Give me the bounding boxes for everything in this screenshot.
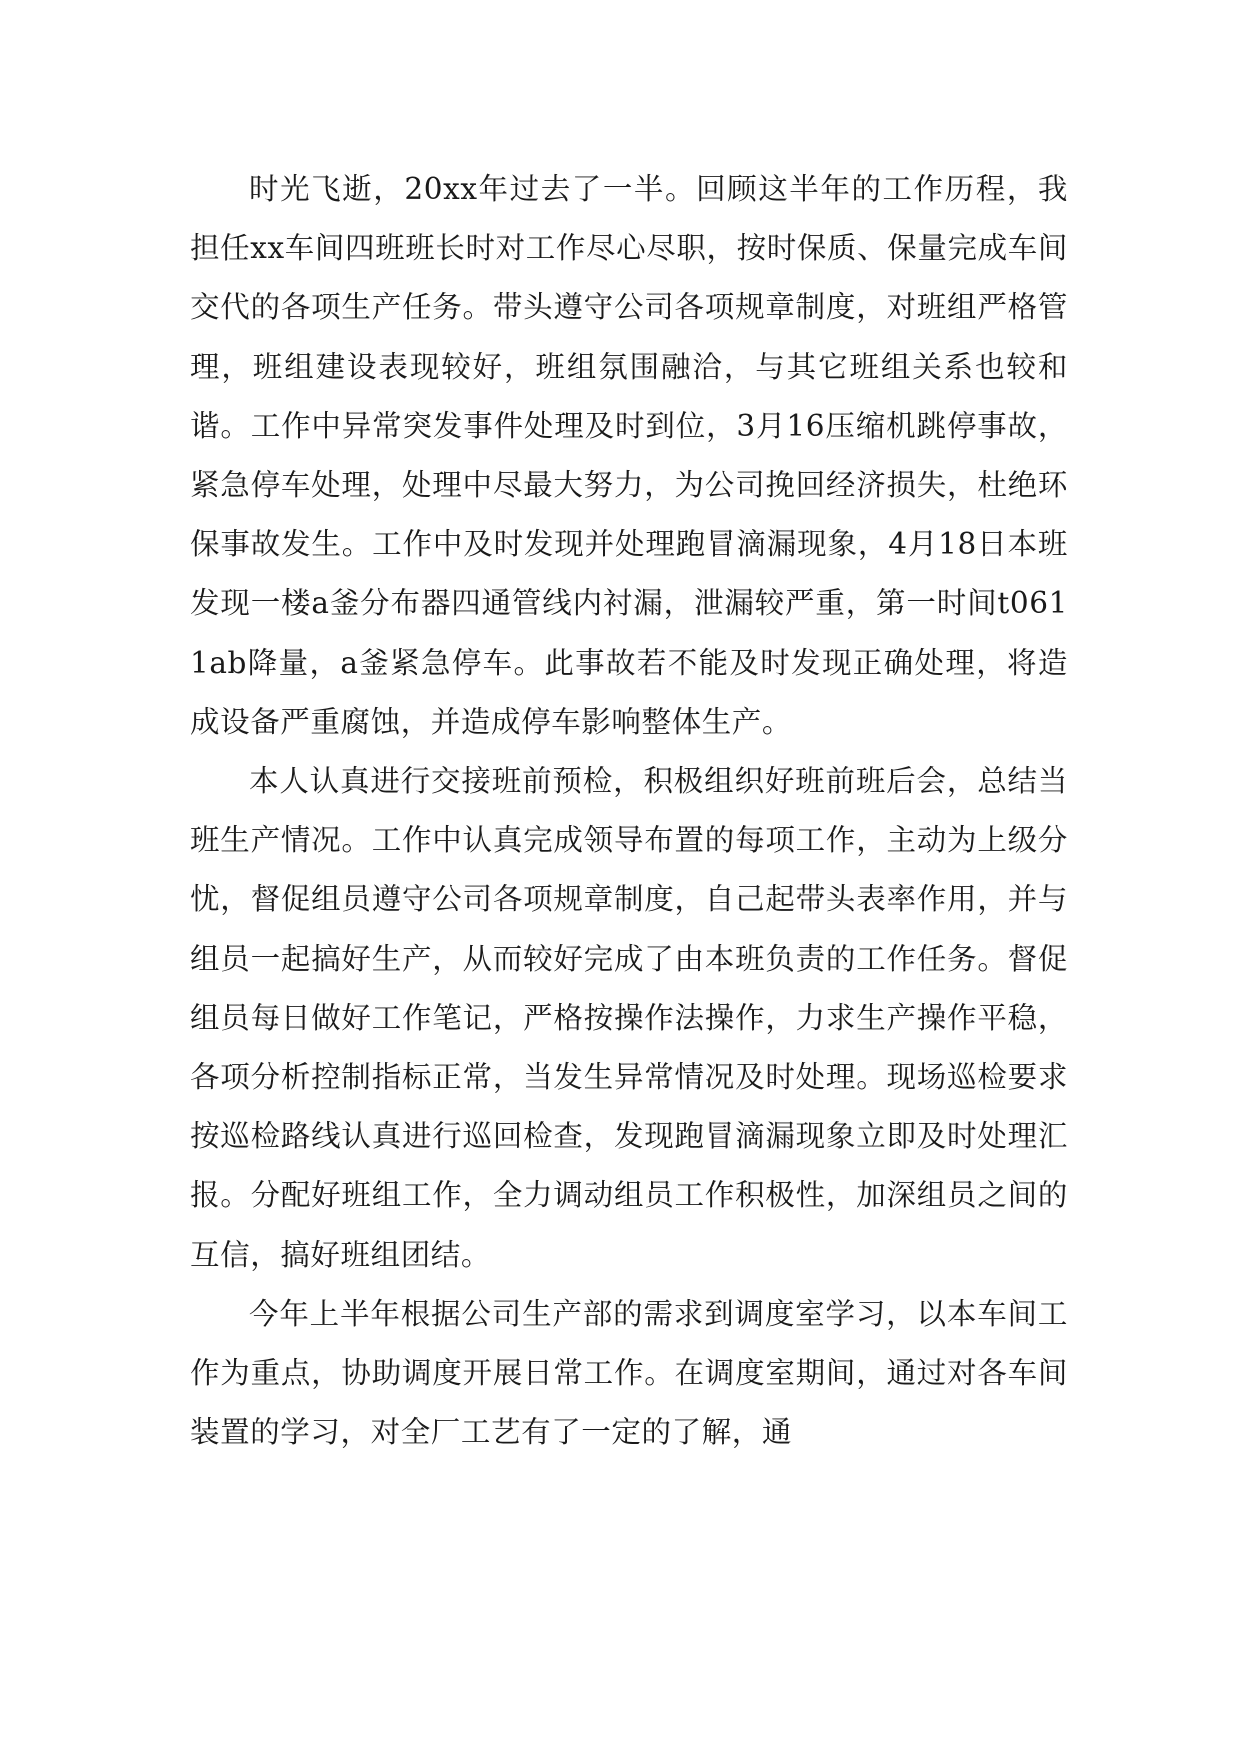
document-body xyxy=(190,160,1068,1462)
paragraph-2: 本人认真进行交接班前预检，积极组织好班前班后会，总结当班生产情况。工作中认真完成领导布置的每项工作，主动为上级分忧，督促组员遵守公司各项规章制度，自己起带头表率作用，并与组员一起搞好生产，从而较好完成了由本班负责的工作任务。督促组员每日做好工作笔记，严格按操作法操作，力求生产操作平稳，各项分析控制指标正常，当发生异常情况及时处理。现场巡检要求按巡检路线认真进行巡回检查，发现跑冒滴漏现象立即及时处理汇报。分配好班组工作，全力调动组员工作积极性，加深组员之间的互信，搞好班组团结。 xyxy=(190,764,1068,1272)
paragraph-3: 今年上半年根据公司生产部的需求到调度室学习，以本车间工作为重点，协助调度开展日常工作。在调度室期间，通过对各车间装置的学习，对全厂工艺有了一定的了解，通 xyxy=(190,1296,1068,1450)
paragraph-1: 时光飞逝，20xx年过去了一半。回顾这半年的工作历程，我担任xx车间四班班长时对工作尽心尽职，按时保质、保量完成车间交代的各项生产任务。带头遵守公司各项规章制度，对班组严格管理，班组建设表现较好，班组氛围融洽，与其它班组关系也较和谐。工作中异常突发事件处理及时到位，3月16压缩机跳停事故，紧急停车处理，处理中尽最大努力，为公司挽回经济损失，杜绝环保事故发生。工作中及时发现并处理跑冒滴漏现象，4月18日本班发现一楼a釜分布器四通管线内衬漏，泄漏较严重，第一时间t0611ab降量，a釜紧急停车。此事故若不能及时发现正确处理，将造成设备严重腐蚀，并造成停车影响整体生产。 xyxy=(190,172,1068,739)
